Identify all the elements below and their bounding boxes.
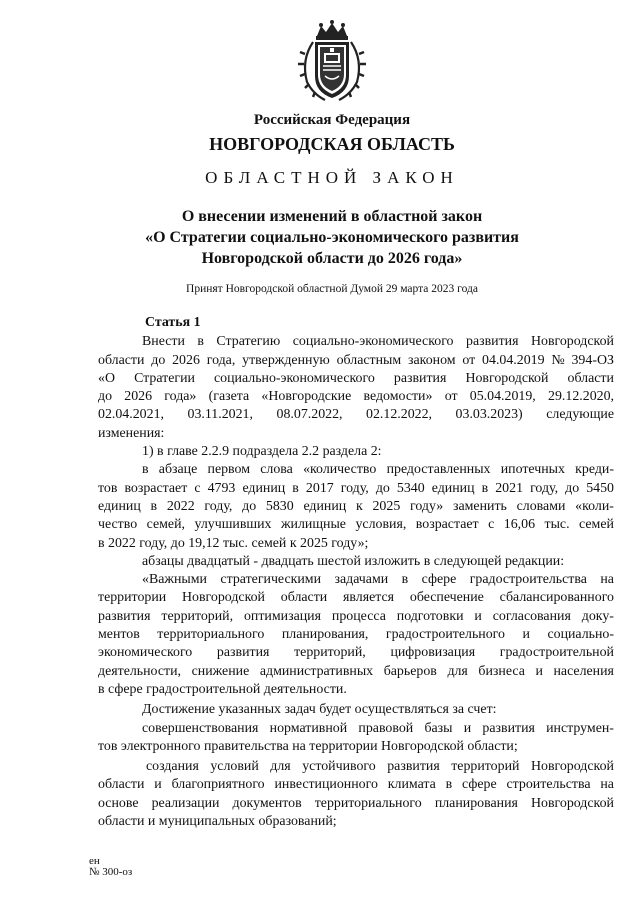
- text-line: в сфере градостроительной деятельности.: [98, 681, 347, 697]
- adoption-note: Принят Новгородской областной Думой 29 марта 2023 года: [186, 283, 478, 295]
- title-line: О внесении изменений в областной закон: [181, 208, 483, 225]
- text-line: Внести в Стратегию социально-экономического развития Новгородской: [142, 334, 614, 350]
- text-line: чество семей, улучшивших жилищные условия, возрастает с 16,06 тыс. семей: [98, 517, 614, 533]
- text-line: тов возрастает с 4793 единиц в 2017 году, до 5340 единиц в 2021 году, до 5450: [98, 480, 614, 496]
- law-title: [12, 206, 640, 269]
- text-line: территории Новгородской области является обеспечение сбалансированного: [98, 590, 614, 606]
- text-line: развития территорий, оптимизация процесса подготовки и согласования доку-: [98, 608, 614, 624]
- text-line: области до 2026 года, утвержденную областным законом от 04.04.2019 № 394-ОЗ: [98, 352, 614, 368]
- text-line: в 2022 году, до 19,12 тыс. семей к 2025 году»;: [98, 535, 369, 551]
- law-number: № 300-оз: [89, 866, 133, 878]
- text-line: «О Стратегии социально-экономического развития Новгородской области: [98, 370, 614, 386]
- title-line: Новгородской области до 2026 года»: [201, 250, 463, 267]
- region-name: НОВГОРОДСКАЯ ОБЛАСТЬ: [209, 134, 455, 154]
- text-line: области и муниципальных образований;: [98, 814, 337, 830]
- text-line: Достижение указанных задач будет осуществляться за счет:: [142, 702, 497, 718]
- text-line: единиц в 2022 году, до 5830 единиц к 2025 году» заменить словами «коли-: [98, 498, 614, 514]
- text-line: совершенствования нормативной правовой базы и развития инструмен-: [142, 720, 614, 736]
- text-line: области и благоприятного инвестиционного климата в сфере строительства на: [98, 777, 614, 793]
- text-line: абзацы двадцатый - двадцать шестой изложить в следующей редакции:: [142, 553, 565, 569]
- document-kind: ОБЛАСТНОЙ ЗАКОН: [205, 168, 459, 187]
- text-line: деятельности, снижение административных барьеров для бизнеса и населения: [98, 663, 614, 679]
- title-line: «О Стратегии социально-экономического развития: [145, 229, 519, 246]
- text-line: ментов территориального планирования, градостроительного и социально-: [98, 627, 614, 643]
- text-line: создания условий для устойчивого развития территорий Новгородской: [146, 759, 614, 775]
- text-line: изменения:: [98, 425, 165, 441]
- coat-of-arms-icon: [295, 20, 369, 104]
- text-line: до 2026 года» (газета «Новгородские ведомости» от 05.04.2019, 29.12.2020,: [98, 389, 614, 405]
- text-line: экономического развития территорий, цифровизация градостроительной: [98, 645, 614, 661]
- article-heading: Статья 1: [145, 315, 201, 330]
- text-line: в абзаце первом слова «количество предоставленных ипотечных креди-: [142, 462, 614, 478]
- text-line: основе реализации документов территориального планирования Новгородской: [98, 795, 614, 811]
- footer-registration: [89, 856, 132, 878]
- list-item: 1) в главе 2.2.9 подраздела 2.2 раздела 2:: [142, 444, 382, 460]
- text-line: тов электронного правительства на территории Новгородской области;: [98, 738, 518, 754]
- document-body: [98, 314, 614, 831]
- footer-initials: ен: [89, 855, 100, 867]
- text-line: «Важными стратегическими задачами в сфере градостроительства на: [142, 572, 614, 588]
- text-line: 02.04.2021, 03.11.2021, 08.07.2022, 02.12.2022, 03.03.2023) следующие: [98, 407, 614, 423]
- country-name: Российская Федерация: [253, 112, 411, 128]
